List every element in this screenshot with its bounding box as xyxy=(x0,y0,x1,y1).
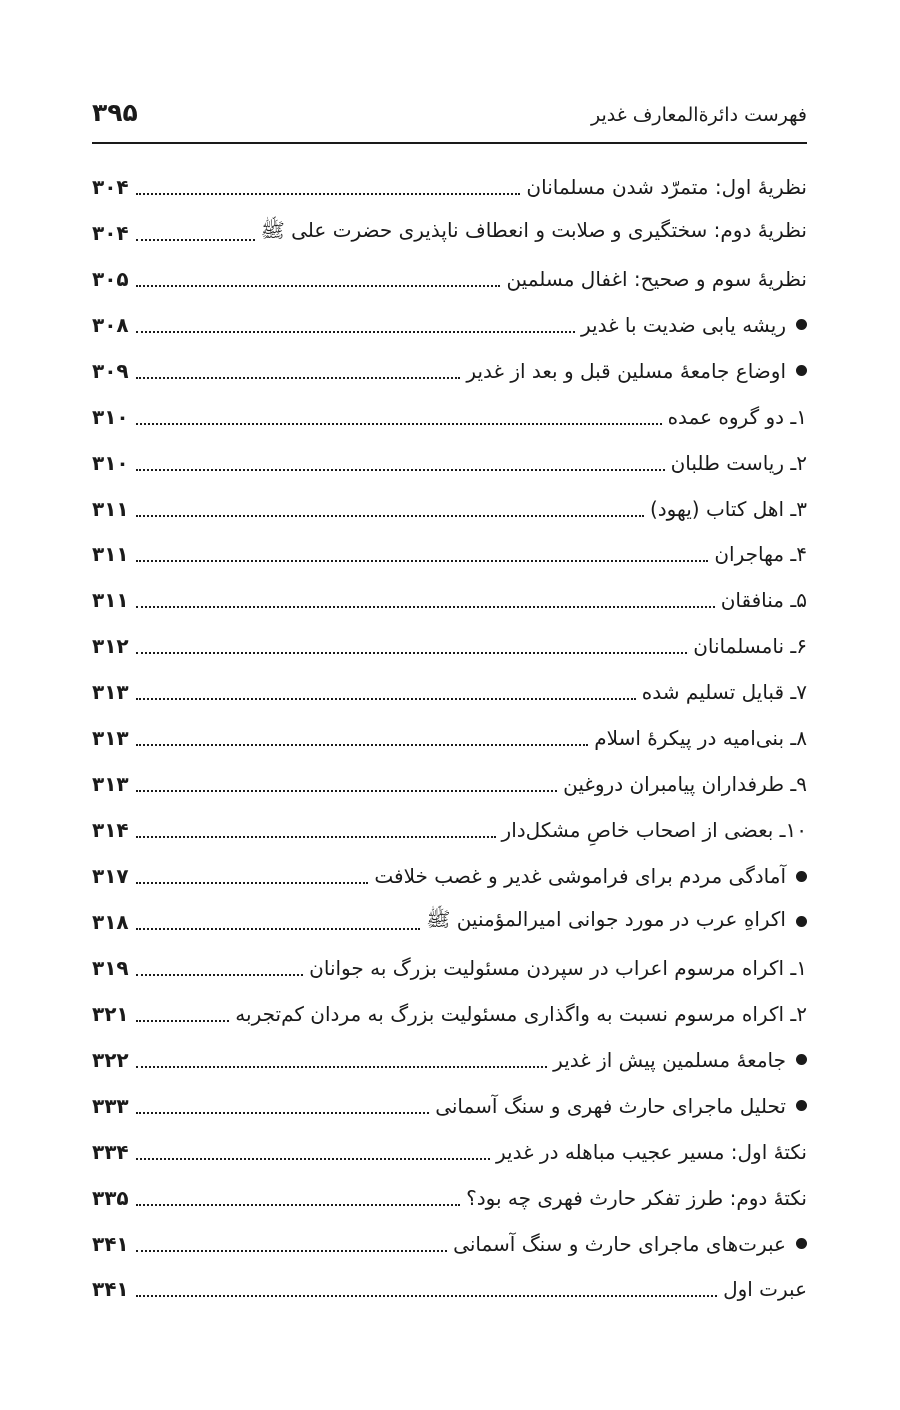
dot-leader xyxy=(136,790,557,792)
toc-entry-page: ۳۴۱ xyxy=(92,1277,129,1302)
toc-entry-page: ۳۱۰ xyxy=(92,404,129,429)
toc-entry xyxy=(92,1267,807,1313)
toc-entry xyxy=(92,945,807,991)
dot-leader xyxy=(136,1295,717,1297)
toc-entry-title: ۹ـ طرفداران پیامبران دروغین xyxy=(563,772,807,797)
toc-entry-page: ۳۳۵ xyxy=(92,1185,129,1210)
toc-entry-page: ۳۳۳ xyxy=(92,1093,129,1118)
toc-entry-title: ۶ـ نامسلمانان xyxy=(693,634,807,659)
dot-leader xyxy=(136,193,520,195)
bullet-icon xyxy=(796,365,807,376)
toc-entry-title: نظریهٔ اول: متمرّد شدن مسلمانان xyxy=(526,174,807,199)
dot-leader xyxy=(136,469,665,471)
bullet-icon xyxy=(796,1238,807,1249)
dot-leader xyxy=(136,1250,447,1252)
dot-leader xyxy=(136,515,644,517)
toc-entry-title: اوضاع جامعهٔ مسلین قبل و بعد از غدیر xyxy=(466,358,786,383)
toc-entry-page: ۳۱۲ xyxy=(92,634,129,659)
toc-entry-title: نکتهٔ دوم: طرز تفکر حارث فهری چه بود؟ xyxy=(466,1185,807,1210)
dot-leader xyxy=(136,1158,490,1160)
toc-entry xyxy=(92,761,807,807)
dot-leader xyxy=(136,1066,547,1068)
toc-entry xyxy=(92,302,807,348)
toc-entry-page: ۳۱۸ xyxy=(92,909,129,934)
toc-entry-title: نظریهٔ دوم: سختگیری و صلابت و انعطاف ناپذیری حضرت علی ﷺ xyxy=(260,218,807,243)
toc-entry xyxy=(92,853,807,899)
toc-entry-title: ۴ـ مهاجران xyxy=(714,542,807,567)
dot-leader xyxy=(136,974,303,976)
toc-entry xyxy=(92,486,807,532)
bullet-icon xyxy=(796,319,807,330)
toc-entry xyxy=(92,440,807,486)
toc-entry-title: ریشه یابی ضدیت با غدیر xyxy=(580,312,786,337)
dot-leader xyxy=(136,1112,429,1114)
toc-entry xyxy=(92,1129,807,1175)
dot-leader xyxy=(136,1204,460,1206)
toc-entry-page: ۳۳۴ xyxy=(92,1139,129,1164)
dot-leader xyxy=(136,698,636,700)
toc-entry xyxy=(92,164,807,210)
toc-entry xyxy=(92,669,807,715)
bullet-icon xyxy=(796,1100,807,1111)
dot-leader xyxy=(136,652,687,654)
toc-entry-title: آمادگی مردم برای فراموشی غدیر و غصب خلافت xyxy=(374,864,786,889)
toc-entry xyxy=(92,210,807,256)
toc-entry-page: ۳۱۳ xyxy=(92,772,129,797)
toc-entry-title: ۸ـ بنی‌امیه در پیکرهٔ اسلام xyxy=(594,726,807,751)
bullet-icon xyxy=(796,1054,807,1065)
dot-leader xyxy=(136,560,708,562)
toc-entry-page: ۳۱۷ xyxy=(92,864,129,889)
toc-entry-page: ۳۱۱ xyxy=(92,588,129,613)
bullet-icon xyxy=(796,916,807,927)
dot-leader xyxy=(136,377,460,379)
toc-entry-title: ۲ـ ریاست طلبان xyxy=(670,450,807,475)
page-number: ۳۹۵ xyxy=(92,98,138,127)
toc-entry-page: ۳۱۴ xyxy=(92,818,129,843)
toc-entry-title: اکراهِ عرب در مورد جوانی امیرالمؤمنین ﷺ xyxy=(426,907,786,932)
toc-entry-title: عبرت اول xyxy=(723,1277,807,1302)
toc-entry xyxy=(92,348,807,394)
toc-entry-page: ۳۱۰ xyxy=(92,450,129,475)
toc-entry-title: ۵ـ منافقان xyxy=(720,588,807,613)
toc-entry-page: ۳۱۱ xyxy=(92,496,129,521)
dot-leader xyxy=(136,331,575,333)
dot-leader xyxy=(136,423,662,425)
toc-entry xyxy=(92,1221,807,1267)
dot-leader xyxy=(136,285,500,287)
toc-entry xyxy=(92,256,807,302)
running-title: فهرست دائرةالمعارف غدیر xyxy=(590,104,807,126)
toc-entry xyxy=(92,577,807,623)
toc-entry xyxy=(92,899,807,945)
toc-entry-page: ۳۰۴ xyxy=(92,220,129,245)
dot-leader xyxy=(136,882,368,884)
toc-entry-title: ۱ـ دو گروه عمده xyxy=(667,404,807,429)
toc-entry-title: ۱۰ـ بعضی از اصحاب خاصِ مشکل‌دار xyxy=(501,818,807,843)
toc-entry xyxy=(92,394,807,440)
toc-entry-page: ۳۱۳ xyxy=(92,726,129,751)
dot-leader xyxy=(136,836,496,838)
toc-entry-title: جامعهٔ مسلمین پیش از غدیر xyxy=(553,1047,786,1072)
toc-entry-title: ۱ـ اکراه مرسوم اعراب در سپردن مسئولیت بزرگ به جوانان xyxy=(309,955,807,980)
toc-entry xyxy=(92,807,807,853)
toc-entry-page: ۳۴۱ xyxy=(92,1231,129,1256)
toc-entry-page: ۳۲۱ xyxy=(92,1001,129,1026)
toc-entry-title: نظریهٔ سوم و صحیح: اغفال مسلمین xyxy=(506,266,807,291)
table-of-contents xyxy=(92,164,807,1312)
toc-entry xyxy=(92,715,807,761)
page-header xyxy=(92,96,807,144)
toc-entry-title: عبرت‌های ماجرای حارث و سنگ آسمانی xyxy=(453,1231,786,1256)
bullet-icon xyxy=(796,871,807,882)
toc-entry xyxy=(92,1083,807,1129)
toc-entry xyxy=(92,991,807,1037)
toc-entry xyxy=(92,1175,807,1221)
toc-entry-title: ۲ـ اکراه مرسوم نسبت به واگذاری مسئولیت بزرگ به مردان کم‌تجربه xyxy=(235,1001,807,1026)
toc-entry-title: ۷ـ قبایل تسلیم شده xyxy=(641,680,807,705)
toc-entry-page: ۳۰۵ xyxy=(92,266,129,291)
toc-entry-title: تحلیل ماجرای حارث فهری و سنگ آسمانی xyxy=(435,1093,786,1118)
toc-entry-page: ۳۱۹ xyxy=(92,955,129,980)
toc-entry-title: ۳ـ اهل کتاب (یهود) xyxy=(649,496,807,521)
toc-entry xyxy=(92,1037,807,1083)
toc-entry-page: ۳۲۲ xyxy=(92,1047,129,1072)
toc-entry xyxy=(92,532,807,578)
dot-leader xyxy=(136,239,255,241)
toc-entry-title: نکتهٔ اول: مسیر عجیب مباهله در غدیر xyxy=(496,1139,807,1164)
toc-entry-page: ۳۰۴ xyxy=(92,174,129,199)
dot-leader xyxy=(136,744,588,746)
dot-leader xyxy=(136,606,715,608)
dot-leader xyxy=(136,928,420,930)
dot-leader xyxy=(136,1020,229,1022)
toc-entry-page: ۳۱۱ xyxy=(92,542,129,567)
toc-entry xyxy=(92,623,807,669)
toc-entry-page: ۳۰۸ xyxy=(92,312,129,337)
toc-entry-page: ۳۱۳ xyxy=(92,680,129,705)
toc-entry-page: ۳۰۹ xyxy=(92,358,129,383)
